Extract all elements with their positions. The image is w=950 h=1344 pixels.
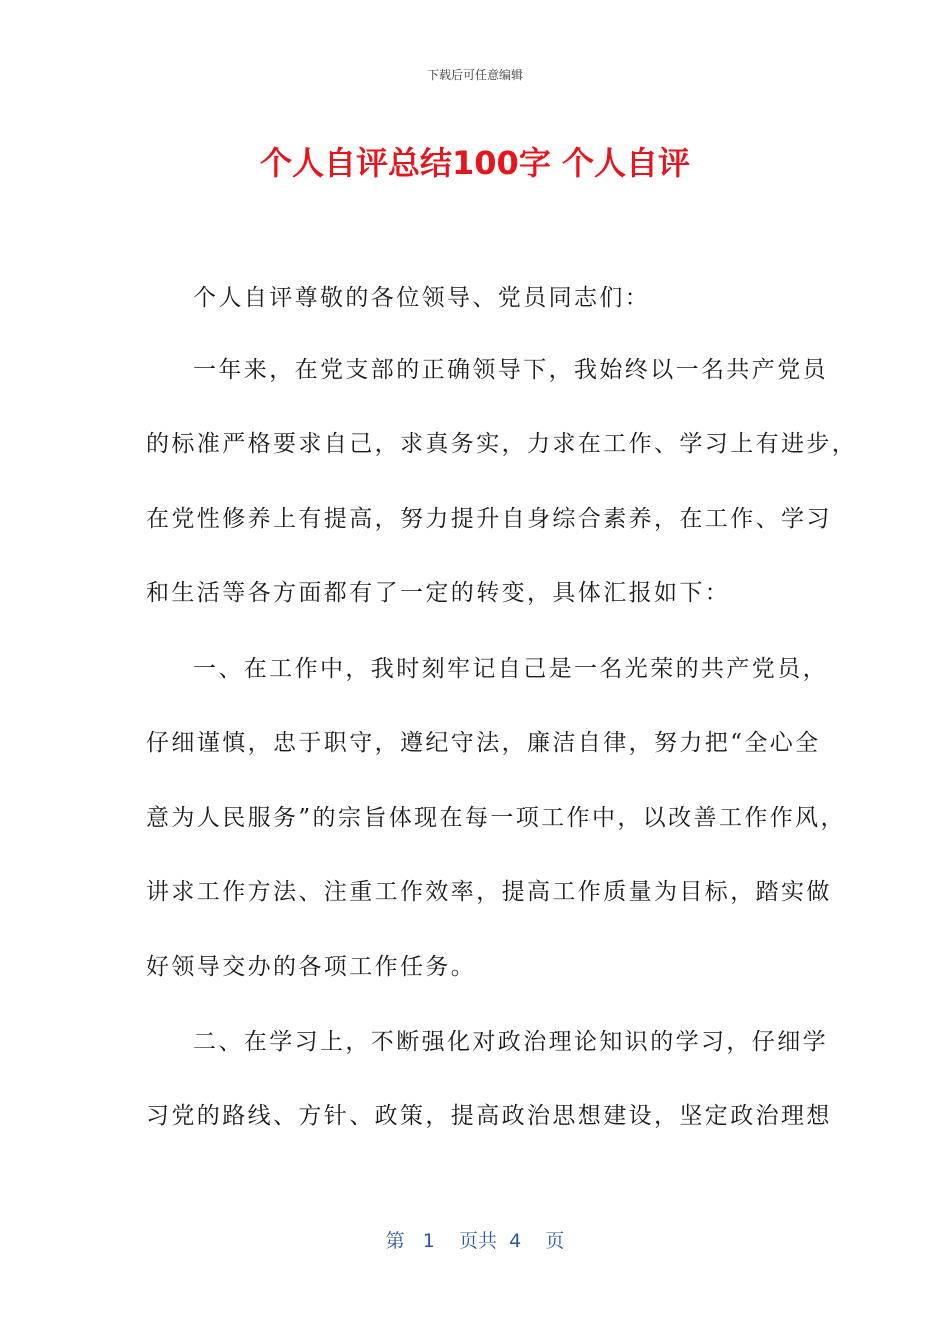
page-footer: [0, 1226, 950, 1253]
body-line: 习党的路线、方针、政策，提高政治思想建设，坚定政治理想: [146, 1103, 832, 1129]
body-line: 和生活等各方面都有了一定的转变，具体汇报如下：: [146, 580, 731, 606]
body-line: 讲求工作方法、注重工作效率，提高工作质量为目标，踏实做: [146, 879, 832, 905]
footer-page-number: 1: [422, 1230, 435, 1252]
header-note: 下载后可任意编辑: [426, 68, 523, 82]
footer-middle: 页共: [459, 1230, 498, 1252]
body-line: 一年来，在党支部的正确领导下，我始终以一名共产党员: [193, 357, 828, 383]
body-line: 在党性修养上有提高，努力提升自身综合素养，在工作、学习: [146, 506, 832, 532]
body-line: 意为人民服务”的宗旨体现在每一项工作中，以改善工作作风，: [146, 805, 846, 831]
body-line: 仔细谨慎，忠于职守，遵纪守法，廉洁自律，努力把“全心全: [146, 730, 821, 756]
body-line: 二、在学习上，不断强化对政治理论知识的学习，仔细学: [193, 1029, 828, 1055]
footer-prefix: 第: [385, 1230, 405, 1252]
document-title: 个人自评总结100字 个人自评: [260, 144, 690, 182]
body-line: 的标准严格要求自己，求真务实，力求在工作、学习上有进步，: [146, 431, 858, 457]
body-line: 好领导交办的各项工作任务。: [146, 954, 477, 980]
footer-total-pages: 4: [509, 1230, 522, 1252]
footer-suffix: 页: [545, 1230, 565, 1252]
body-line: 个人自评尊敬的各位领导、党员同志们：: [193, 285, 651, 311]
body-line: 一、在工作中，我时刻牢记自己是一名光荣的共产党员，: [193, 656, 828, 682]
